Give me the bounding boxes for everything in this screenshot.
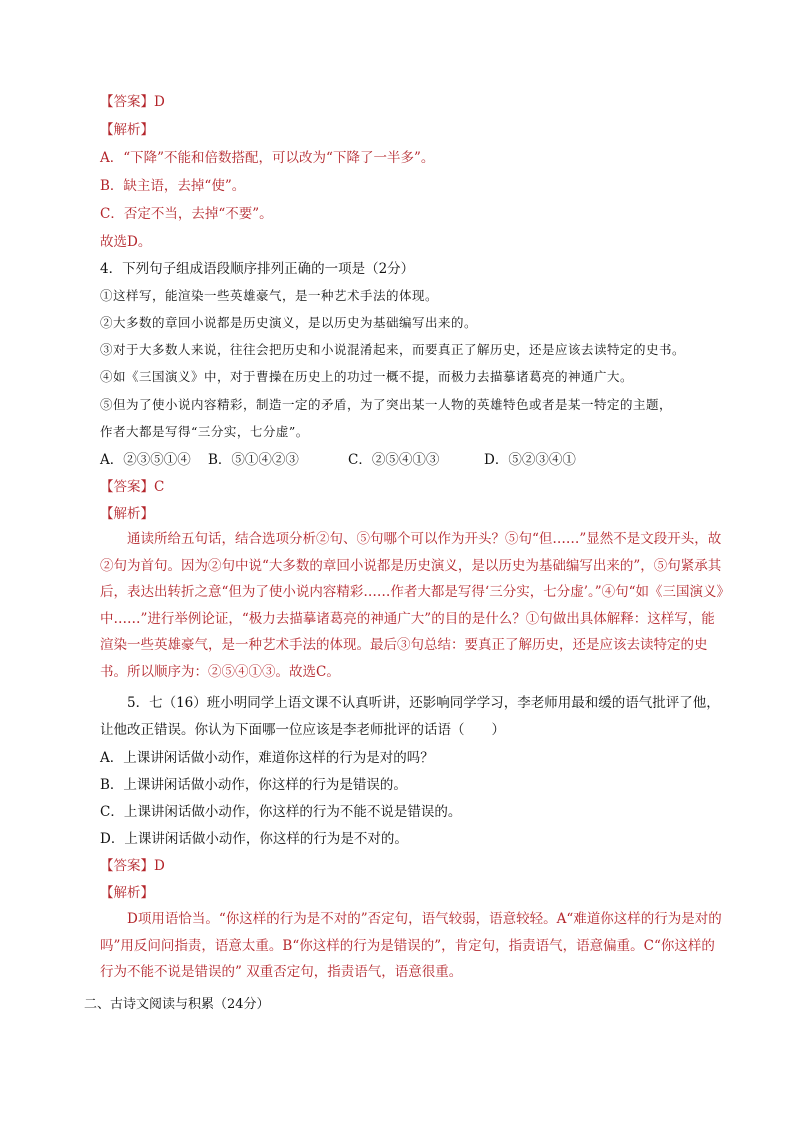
q4-option-b: B．⑤①④②③ (208, 452, 299, 468)
q4-analysis-label: 【解析】 (100, 506, 154, 522)
q5-option-b: B．上课讲闲话做小动作，你这样的行为是错误的。 (100, 777, 407, 793)
q3-conclusion: 故选D。 (100, 234, 152, 250)
q4-option-d: D．⑤②③④① (484, 452, 576, 468)
q4-sentence-4: ④如《三国演义》中，对于曹操在历史上的功过一概不提，而极力去描摹诸葛亮的神通广大。 (100, 369, 634, 384)
q5-explanation: D项用语恰当。“你这样的行为是不对的”否定句，语气较弱，语意较轻。A“难道你这样的行为是对的吗”用反问问指责，语意太重。B“你这样的行为是错误的”，肯定句，指责语气，语意偏重。C“你这样的行为不能不说是错误的” 双重否定句，指责语气，语意很重。 (100, 911, 722, 980)
q3-analysis-c: C．否定不当，去掉“不要”。 (100, 206, 273, 222)
q3-answer: 【答案】D (100, 94, 165, 110)
q4-sentence-3: ③对于大多数人来说，往往会把历史和小说混淆起来，而要真正了解历史，还是应该去读特定的史书。 (100, 342, 686, 357)
q4-sentence-5a: ⑤但为了使小说内容精彩，制造一定的矛盾，为了突出某一人物的英雄特色或者是某一特定的主题， (100, 397, 673, 412)
q5-analysis-label: 【解析】 (100, 885, 154, 901)
q4-option-c: C．②⑤④①③ (348, 452, 440, 468)
q5-option-a: A．上课讲闲话做小动作，难道你这样的行为是对的吗？ (100, 750, 434, 766)
q4-explanation: 通读所给五句话，结合选项分析②句、⑤句哪个可以作为开头？⑤句“但……”显然不是文段开头，故②句为首句。因为②句中说“大多数的章回小说都是历史演义，是以历史为基础编写出来的”，⑤句紧承其后，表达出转折之意“但为了使小说内容精彩……作者大都是写得‘三分实，七分虚’。”④句“如《三国演义》中……”进行举例论证，“极力去描摹诸葛亮的神通广大”的目的是什么？①句做出具体解释：这样写，能渲染一些英雄豪气，是一种艺术手法的体现。最后③句总结：要真正了解历史，还是应该去读特定的史书。所以顺序为：②⑤④①③。故选C。 (100, 531, 724, 680)
q4-answer: 【答案】C (100, 479, 165, 495)
q4-sentence-5b: 作者大都是写得“三分实，七分虚”。 (100, 424, 309, 439)
q3-analysis-a: A．“下降”不能和倍数搭配，可以改为“下降了一半多”。 (100, 150, 435, 166)
q4-sentence-1: ①这样写，能渲染一些英雄豪气，是一种艺术手法的体现。 (100, 288, 439, 303)
q5-option-d: D．上课讲闲话做小动作，你这样的行为是不对的。 (100, 831, 408, 847)
q4-stem: 4．下列句子组成语段顺序排列正确的一项是（2分） (100, 261, 415, 277)
q3-analysis-b: B．缺主语，去掉“使”。 (100, 178, 246, 194)
q4-sentence-2: ②大多数的章回小说都是历史演义，是以历史为基础编写出来的。 (100, 315, 478, 330)
q5-answer: 【答案】D (100, 858, 165, 874)
q5-option-c: C．上课讲闲话做小动作，你这样的行为不能不说是错误的。 (100, 804, 462, 820)
q4-option-a: A．②③⑤①④ (100, 452, 191, 468)
q5-stem: 5．七（16）班小明同学上语文课不认真听讲，还影响同学学习，李老师用最和缓的语气批评了他，让他改正错误。你认为下面哪一位应该是李老师批评的话语（ ） (100, 695, 720, 738)
section-2-heading: 二、古诗文阅读与积累（24分） (84, 997, 270, 1012)
q3-analysis-label: 【解析】 (100, 122, 154, 138)
